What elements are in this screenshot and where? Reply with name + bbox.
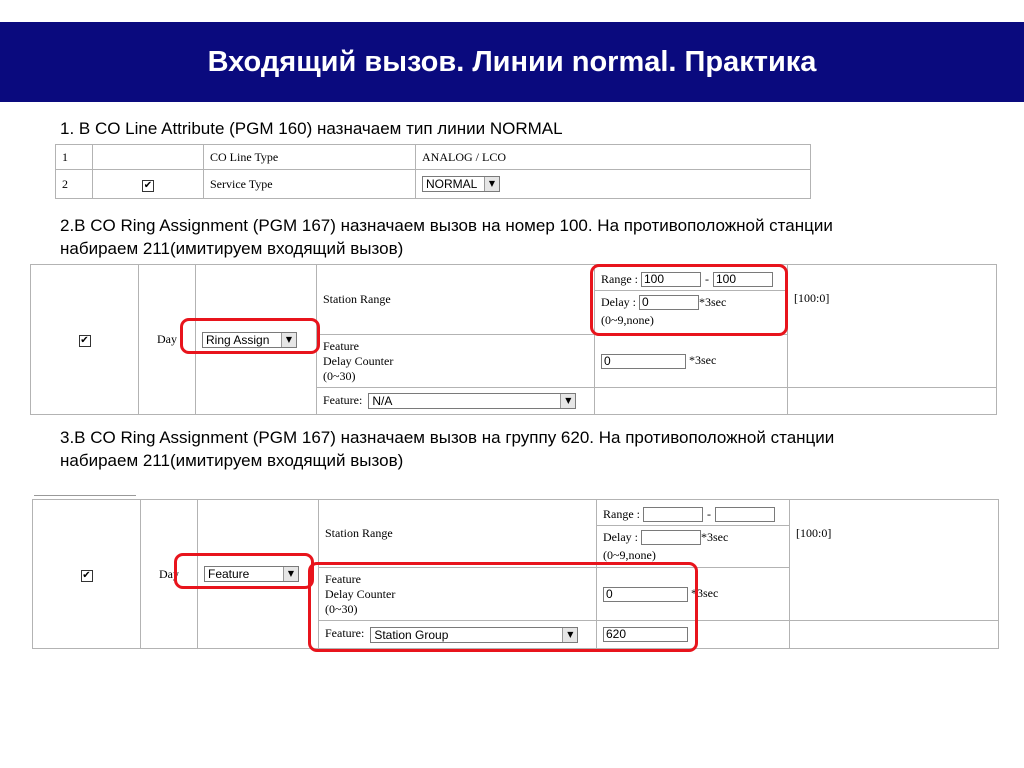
ring-mode-select[interactable]: Ring Assign ▼ — [202, 332, 297, 348]
feature-delay-label: Feature — [325, 571, 361, 586]
table-row: Feature Delay Counter (0~30) 0 *3sec — [31, 335, 997, 388]
co-line-type-label: CO Line Type — [204, 145, 416, 170]
station-range-label: Station Range — [319, 500, 597, 568]
feature-delay-label: Feature — [323, 338, 359, 353]
triangle-down-icon[interactable]: ▼ — [283, 567, 298, 581]
table-row — [56, 145, 811, 170]
feature-delay-unit: *3sec — [691, 586, 719, 601]
delay-label: Delay : — [601, 294, 636, 309]
feature-label: Feature: — [325, 626, 365, 641]
day-label: Day — [139, 265, 196, 415]
co-line-type-value: ANALOG / LCO — [416, 145, 811, 170]
range-dash: - — [707, 506, 711, 521]
range-from-input[interactable] — [643, 507, 703, 522]
feature-delay-input[interactable]: 0 — [603, 587, 688, 602]
highlight-range — [590, 264, 788, 336]
step2-text-line2: набираем 211(имитируем входящий вызов) — [60, 239, 404, 258]
delay-label: Delay : — [603, 529, 638, 544]
step3-text-line2: набираем 211(имитируем входящий вызов) — [60, 451, 404, 470]
highlight-station-group — [308, 562, 698, 652]
triangle-down-icon[interactable]: ▼ — [560, 394, 575, 408]
triangle-down-icon[interactable]: ▼ — [562, 628, 577, 642]
feature-delay-input[interactable]: 0 — [601, 354, 686, 369]
feature-select[interactable]: N/A ▼ — [368, 393, 576, 409]
feature-select[interactable]: Station Group ▼ — [370, 627, 578, 643]
feature-label: Feature: — [323, 392, 363, 407]
table-row — [56, 170, 811, 199]
divider — [34, 495, 136, 496]
triangle-down-icon[interactable]: ▼ — [281, 333, 296, 347]
checkbox-checked-icon[interactable]: ✔ — [82, 569, 91, 581]
highlight-ring-assign — [180, 318, 320, 354]
delay-hint: (0~9,none) — [603, 548, 656, 562]
day-label: Day — [141, 500, 198, 649]
row-number: 1 — [56, 145, 93, 170]
table-row: Feature Delay Counter (0~30) 0 *3sec — [33, 568, 999, 621]
service-type-label: Service Type — [204, 170, 416, 199]
ring-assignment-table-1 — [30, 264, 997, 415]
delay-hint: (0~9,none) — [601, 313, 654, 327]
step3-text-line1: 3.В CO Ring Assignment (PGM 167) назначаем вызов на группу 620. На противоположной станции — [60, 428, 835, 447]
highlight-feature-mode — [174, 553, 314, 589]
range-label: Range : — [603, 506, 640, 521]
station-group-input[interactable]: 620 — [603, 627, 688, 642]
checkbox-checked-icon[interactable]: ✔ — [143, 179, 153, 191]
range-to-input[interactable] — [715, 507, 775, 522]
delay-input[interactable] — [641, 530, 701, 545]
delay-input[interactable]: 0 — [639, 295, 699, 310]
station-range-label: Station Range — [317, 265, 595, 335]
row-number: 2 — [56, 170, 93, 199]
range-dash: - — [705, 271, 709, 286]
feature-delay-unit: *3sec — [689, 353, 717, 368]
triangle-down-icon[interactable]: ▼ — [484, 177, 499, 191]
delay-unit: *3sec — [701, 529, 729, 544]
page-title: Входящий вызов. Линии normal. Практика — [207, 46, 817, 78]
checkbox-checked-icon[interactable]: ✔ — [80, 335, 89, 346]
result-value: [100:0] — [788, 265, 997, 388]
feature-extra — [595, 388, 788, 415]
step2-text-line1: 2.В CO Ring Assignment (PGM 167) назначаем вызов на номер 100. На противоположной станции — [60, 216, 833, 235]
service-type-select[interactable]: NORMAL ▼ — [422, 176, 500, 192]
table-row — [31, 265, 997, 335]
range-from-input[interactable]: 100 — [641, 272, 701, 287]
step1-text: 1. В CO Line Attribute (PGM 160) назначаем тип линии NORMAL — [60, 119, 563, 138]
range-to-input[interactable]: 100 — [713, 272, 773, 287]
range-label: Range : — [601, 271, 638, 286]
ring-mode-select[interactable]: Feature ▼ — [204, 566, 299, 582]
delay-unit: *3sec — [699, 294, 727, 309]
result-value: [100:0] — [790, 500, 999, 621]
co-line-attribute-table — [55, 144, 811, 199]
